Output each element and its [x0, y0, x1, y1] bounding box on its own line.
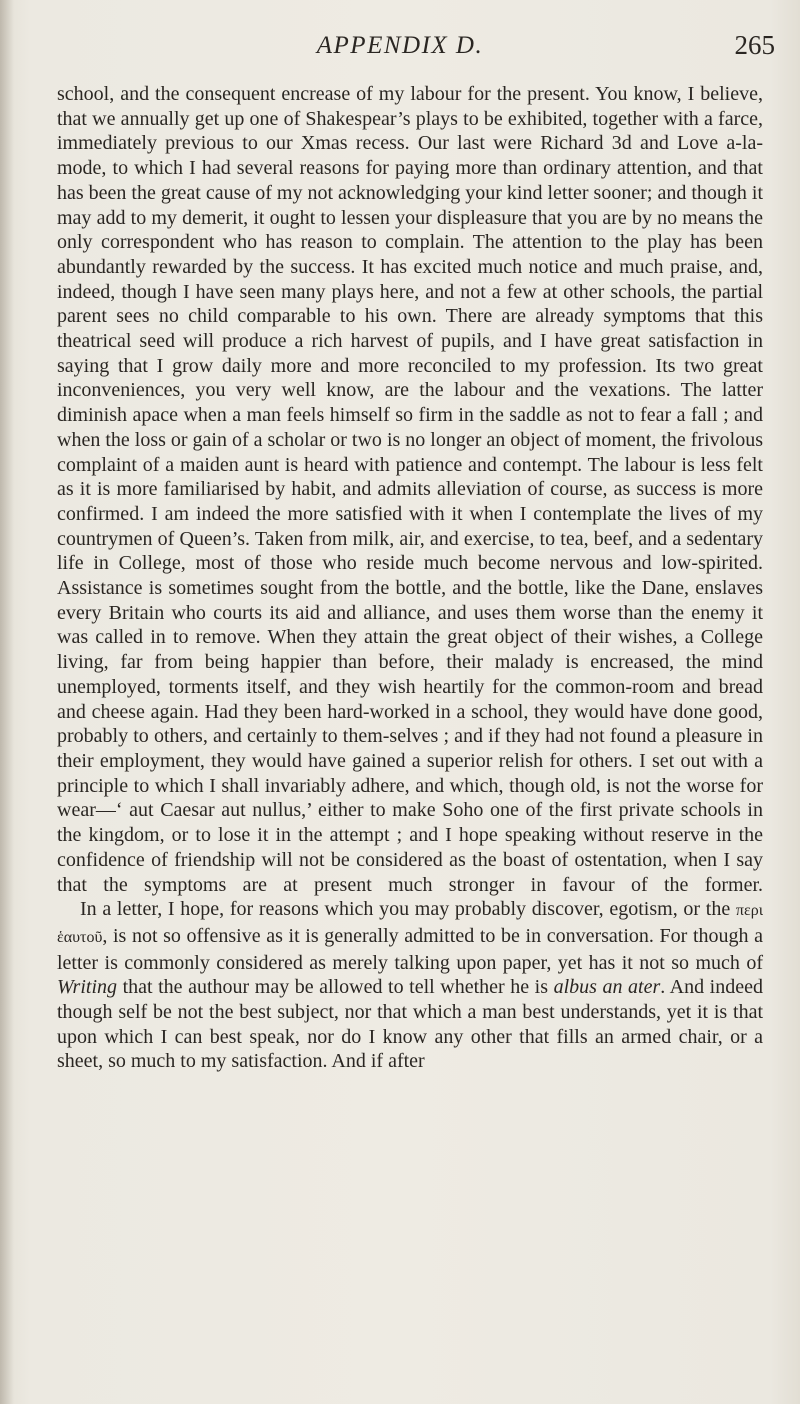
page-header: [0, 28, 800, 68]
paragraph-2-part-3: that the authour may be allowed to tell whether he is: [117, 976, 554, 999]
greek-phrase: περι ἑαυτοῦ: [57, 902, 763, 946]
paragraph-1: school, and the consequent encrease of my labour for the present. You know, I believe, that we annually get up one of Shakespear’s plays to be exhibited, together with a farce, immediately previous to our Xmas recess. Our last were Richard 3d and Love a-la-mode, to which I had several reasons for paying more than ordinary attention, and that has been the great cause of my not acknowledging your kind letter sooner; and though it may add to my demerit, it ought to lessen your displeasure that you are by no means the only correspondent who has reason to complain. The attention to the play has been abundantly rewarded by the success. It has excited much notice and much praise, and, indeed, though I have seen many plays here, and not a few at other schools, the partial parent sees no child comparable to his own. There are already symptoms that this theatrical seed will produce a rich harvest of pupils, and I have great satisfaction in saying that I grow daily more and more reconciled to my profession. Its two great inconveniences, you very well know, are the labour and the vexations. The latter diminish apace when a man feels himself so firm in the saddle as not to fear a fall ; and when the loss or gain of a scholar or two is no longer an object of moment, the frivolous complaint of a maiden aunt is heard with patience and contempt. The labour is less felt as it is more familiarised by habit, and admits alleviation of course, as success is more confirmed. I am indeed the more satisfied with it when I contemplate the lives of my countrymen of Queen’s. Taken from milk, air, and exercise, to tea, beef, and a sedentary life in College, most of those who reside much become nervous and low-spirited. Assistance is sometimes sought from the bottle, and the bottle, like the Dane, enslaves every Britain who courts its aid and alliance, and uses them worse than the enemy it was called in to remove. When they attain the great object of their wishes, a College living, far from being happier than before, their malady is encreased, the mind unemployed, torments itself, and they wish heartily for the common-room and bread and cheese again. Had they been hard-worked in a school, they would have done good, probably to others, and certainly to them-selves ; and if they had not found a pleasure in their employment, they would have gained a superior relish for others. I set out with a principle to which I shall invariably adhere, and which, though old, is not the worse for wear—‘ aut Caesar aut nullus,’ either to make Soho one of the first private schools in the kingdom, or to lose it in the attempt ; and I hope speaking without reserve in the confidence of friendship will not be considered as the boast of ostentation, when I say that the symptoms are at present much stronger in favour of the former.: [57, 83, 763, 896]
paragraph-2: [57, 897, 763, 1074]
paragraph-2-part-2: , is not so offensive as it is generally admitted to be in conversation. For though a letter is commonly considered as merely talking upon paper, yet has it not so much of: [57, 924, 763, 974]
italic-writing: Writing: [57, 976, 118, 999]
binding-shadow: [0, 0, 14, 1404]
italic-albus-an-ater: albus an ater: [553, 976, 661, 999]
page-number: 265: [734, 30, 775, 60]
paragraph-2-part-4: . And indeed though self be not the best subject, nor that which a man best understands, yet it is that upon which I can best speak, nor do I know any other that fills an armed chair, or a sheet, so much to my satisfaction. And if after: [57, 976, 763, 1073]
body-text: [57, 82, 763, 1074]
paragraph-2-part-1: In a letter, I hope, for reasons which you may probably discover, egotism, or the: [80, 898, 736, 921]
running-head: APPENDIX D.: [316, 32, 484, 59]
